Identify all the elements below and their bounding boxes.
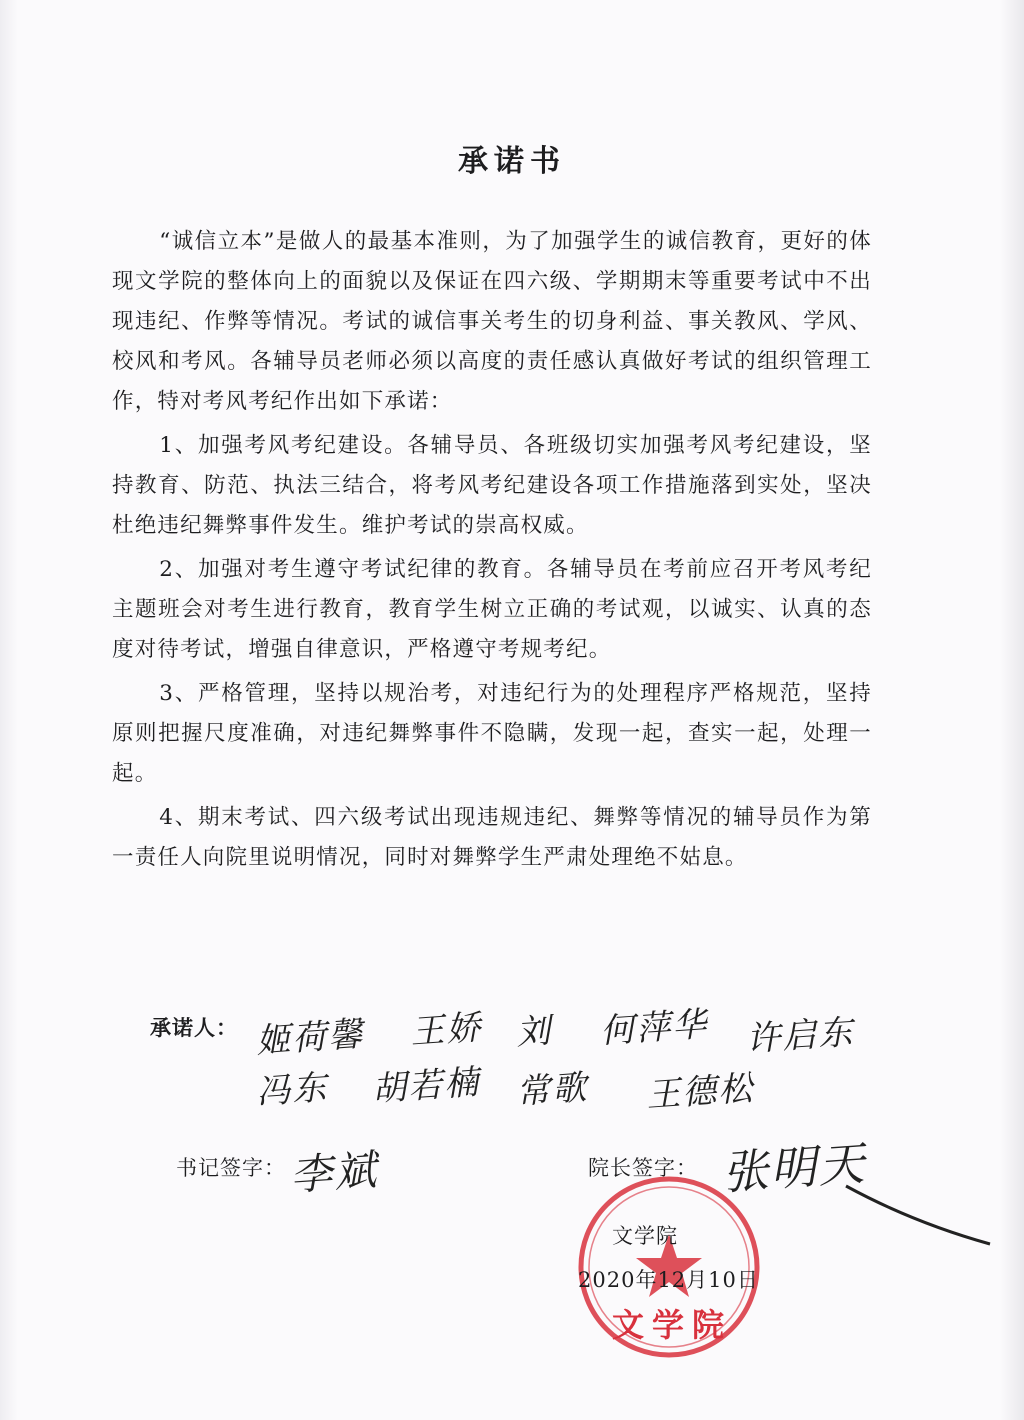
- signature-6: 冯东: [254, 1067, 330, 1113]
- signature-5: 许启东: [744, 1012, 856, 1060]
- dean-signature-stroke: [840, 1180, 1000, 1250]
- signature-1: 姬荷馨: [254, 1014, 366, 1062]
- secretary-signature: 李斌: [288, 1144, 380, 1201]
- signature-4: 何萍华: [598, 1004, 710, 1052]
- promisor-label: 承诺人：: [150, 1015, 238, 1040]
- footer-org: 文学院: [612, 1224, 678, 1248]
- document-body: [112, 222, 872, 882]
- signature-9: 王德松: [644, 1068, 756, 1116]
- footer-date: 2020年12月10日: [578, 1268, 759, 1292]
- intro-paragraph: “诚信立本”是做人的最基本准则，为了加强学生的诚信教育，更好的体现文学院的整体向上的面貌以及保证在四六级、学期期末等重要考试中不出现违纪、作弊等情况。考试的诚信事关考生的切身利益、事关教风、学风、校风和考风。各辅导员老师必须以高度的责任感认真做好考试的组织管理工作，特对考风考纪作出如下承诺：: [112, 229, 872, 414]
- signature-7: 胡若楠: [370, 1062, 482, 1110]
- clause-4: 4、期末考试、四六级考试出现违规违纪、舞弊等情况的辅导员作为第一责任人向院里说明情况，同时对舞弊学生严肃处理绝不姑息。: [112, 805, 872, 870]
- signature-8: 常歌: [514, 1067, 590, 1113]
- seal-center-text: 文学院: [612, 1306, 733, 1344]
- signature-3: 刘: [514, 1010, 554, 1054]
- dean-signature: 张明天: [720, 1136, 868, 1200]
- secretary-label: 书记签字：: [176, 1156, 286, 1180]
- document-title: 承诺书: [458, 144, 566, 179]
- clause-3: 3、严格管理，坚持以规治考，对违纪行为的处理程序严格规范，坚持原则把握尺度准确，对违纪舞弊事件不隐瞒，发现一起，查实一起，处理一起。: [112, 681, 872, 786]
- signature-2: 王娇: [408, 1007, 484, 1053]
- clause-2: 2、加强对考生遵守考试纪律的教育。各辅导员在考前应召开考风考纪主题班会对考生进行教育，教育学生树立正确的考试观，以诚实、认真的态度对待考试，增强自律意识，严格遵守考规考纪。: [112, 557, 872, 662]
- dean-label: 院长签字：: [588, 1156, 698, 1180]
- clause-1: 1、加强考风考纪建设。各辅导员、各班级切实加强考风考纪建设，坚持教育、防范、执法三结合，将考风考纪建设各项工作措施落到实处，坚决杜绝违纪舞弊事件发生。维护考试的崇高权威。: [112, 433, 872, 538]
